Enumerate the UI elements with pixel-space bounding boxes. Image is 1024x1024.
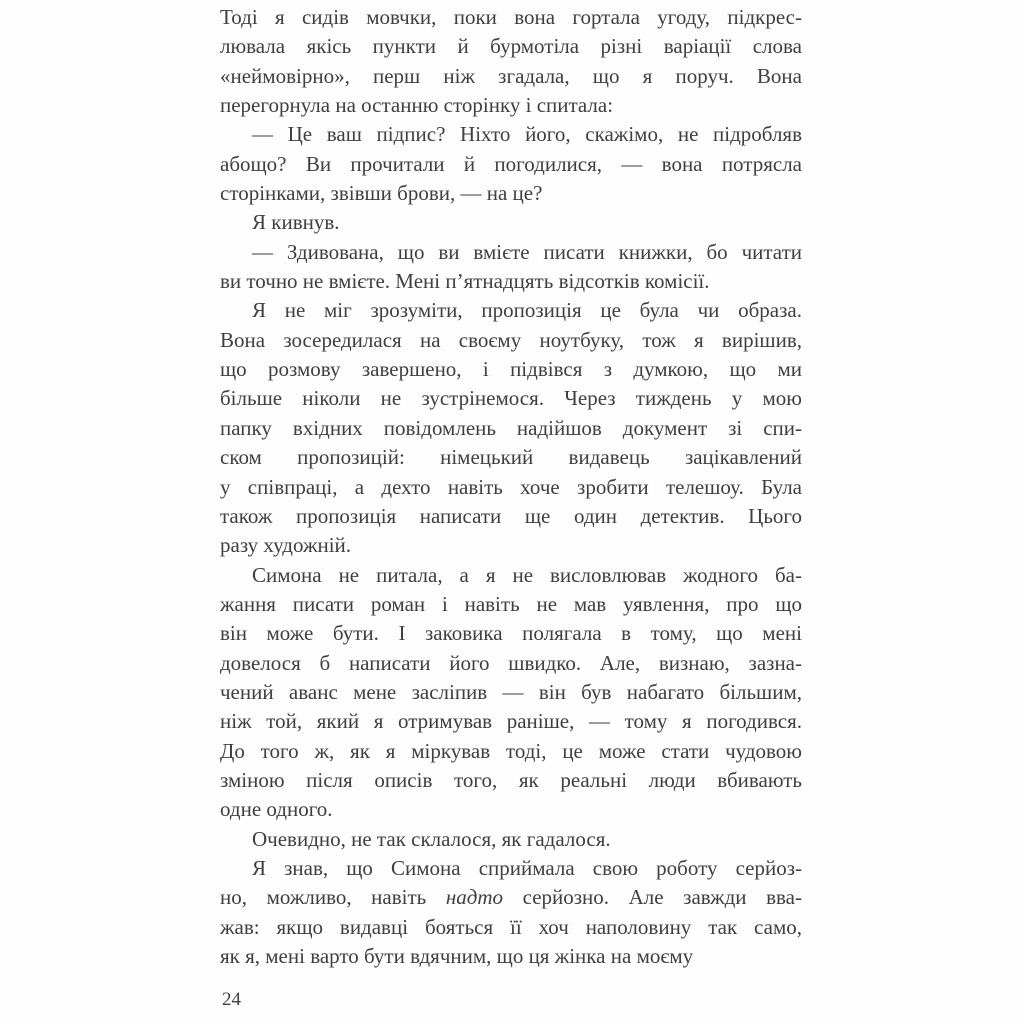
text-block [220, 3, 802, 971]
text-line: довелося б написати його швидко. Але, визнаю, зазна- [220, 650, 802, 675]
text-line: Я кивнув. [252, 210, 340, 235]
text-line [220, 883, 802, 912]
paragraph [220, 854, 802, 971]
italic-word: надто [445, 885, 504, 910]
text-line: також пропозиція написати ще один детектив. Цього [220, 503, 802, 528]
text-line: жання писати роман і навіть не мав уявлення, про що [220, 591, 802, 616]
text-line: що розмову завершено, і підвівся з думкою, що ми [220, 357, 802, 382]
text-line: ском пропозицій: німецький видавець зацікавлений [220, 445, 802, 470]
text-line: Очевидно, не так склалося, як гадалося. [252, 826, 611, 851]
paragraph [220, 238, 802, 297]
text-line: ніж той, який я отримував раніше, — тому я погодився. [220, 709, 802, 734]
paragraph [220, 296, 802, 560]
text-line: перегорнула на останню сторінку і спитала: [220, 93, 614, 118]
text-line: абощо? Ви прочитали й погодилися, — вона потрясла [220, 151, 802, 176]
text-line: як я, мені варто бути вдячним, що ця жінка на моєму [220, 944, 694, 968]
paragraph [220, 120, 802, 208]
paragraph [220, 561, 802, 825]
text-run: серйозно. Але завжди вва- [503, 885, 802, 910]
text-line: Тоді я сидів мовчки, поки вона гортала угоду, підкрес- [220, 5, 802, 29]
text-line: ви точно не вмієте. Мені п’ятнадцять відсотків комісії. [220, 269, 710, 294]
paragraph [220, 208, 802, 237]
text-line: — Це ваш підпис? Ніхто його, скажімо, не підробляв [252, 122, 802, 147]
text-line: До того ж, як я міркував тоді, це може стати чудовою [220, 738, 802, 763]
text-line: лювала якісь пункти й бурмотіла різні варіації слова [220, 34, 802, 59]
paragraph [220, 3, 802, 120]
text-line: разу художній. [220, 533, 352, 558]
text-line: — Здивована, що ви вмієте писати книжки, бо читати [252, 239, 802, 264]
text-line: одне одного. [220, 797, 333, 822]
page-number: 24 [222, 989, 241, 1010]
text-line: він може бути. І заковика полягала в тому, що мені [220, 621, 802, 646]
text-line: чений аванс мене засліпив — він був набагато більшим, [220, 679, 802, 704]
text-line: Я знав, що Симона сприймала свою роботу серйоз- [252, 855, 802, 880]
text-line: Вона зосередилася на своєму ноутбуку, тож я вирішив, [220, 327, 802, 352]
paragraph [220, 825, 802, 854]
text-run: но, можливо, навіть [220, 885, 446, 910]
text-line: більше ніколи не зустрінемося. Через тиждень у мою [220, 386, 802, 411]
text-line: сторінками, звівши брови, — на це? [220, 181, 543, 206]
text-line: жав: якщо видавці бояться її хоч наполовину так само, [220, 914, 802, 939]
text-line: у співпраці, а дехто навіть хоче зробити телешоу. Була [220, 474, 802, 499]
text-line: Я не міг зрозуміти, пропозиція це була чи образа. [252, 298, 802, 323]
text-line: Симона не питала, а я не висловлював жодного ба- [252, 562, 802, 587]
text-line: «неймовірно», перш ніж згадала, що я поруч. Вона [220, 63, 802, 88]
text-line: папку вхідних повідомлень надійшов документ зі спи- [220, 415, 802, 440]
text-line: зміною після описів того, як реальні люди вбивають [220, 767, 802, 792]
